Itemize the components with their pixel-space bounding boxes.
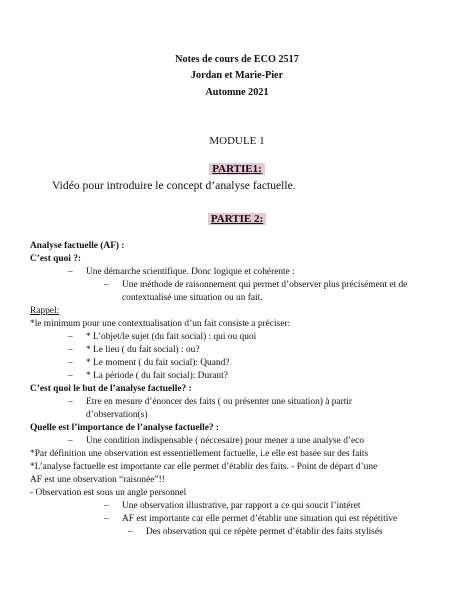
course-title: Notes de cours de ECO 2517 — [175, 54, 299, 65]
list-item: Une observation illustrative, par rapport a ce qui soucit l’intéret — [122, 501, 361, 511]
authors: Jordan et Marie-Pier — [190, 70, 284, 81]
af-title: Analyse factuelle (AF) : — [30, 241, 125, 251]
list-item: Etre en mesure d’énoncer des faits ( ou présenter une situation) à partir — [86, 397, 353, 407]
dash-bullet: – — [68, 436, 73, 446]
partie1-label: PARTIE1: — [209, 163, 265, 175]
dash-bullet: – — [68, 267, 73, 277]
cest-quoi: C’est quoi ?: — [30, 254, 82, 264]
list-item: Des observation qui ce répète permet d’établir des faits stylisés — [146, 527, 383, 537]
dash-bullet: – — [68, 345, 73, 355]
dash-bullet: – — [68, 358, 73, 368]
dash-bullet: – — [128, 527, 133, 537]
paragraph-line: *Par définition une observation est essentiellement factuelle, i.e elle est basée sur des faits — [30, 449, 369, 459]
term: Automne 2021 — [205, 87, 269, 98]
module-heading: MODULE 1 — [209, 135, 265, 147]
partie1-heading — [0, 163, 474, 176]
list-item: Une méthode de raisonnement qui permet d’observer plus précisément et de — [122, 280, 408, 290]
dash-bullet: – — [104, 514, 109, 524]
partie1-text: Vidéo pour introduire le concept d’analyse factuelle. — [52, 179, 296, 192]
list-item: Une condition indispensable ( néccesaire) pour mener a une analyse d’eco — [86, 436, 365, 446]
list-item-cont: d’observation(s) — [86, 410, 148, 420]
dash-bullet: – — [68, 332, 73, 342]
but-title: C’est quoi le but de l’analyse factuelle? : — [30, 384, 192, 394]
paragraph-line: *L’analyse factuelle est importante car elle permet d’établir des faits. - Point de départ d’une — [30, 462, 378, 472]
list-item: * Le moment ( du fait social): Quand? — [86, 358, 230, 368]
list-item: Une démarche scientifique. Donc logique et cohérente : — [86, 267, 295, 277]
dash-bullet: – — [104, 280, 109, 290]
list-item: * L’objet/le sujet (du fait social) : qui ou quoi — [86, 332, 257, 342]
importance-title: Quelle est l’importance de l’analyse factuelle? : — [30, 423, 220, 433]
partie2-label: PARTIE 2: — [208, 213, 266, 225]
dash-bullet: – — [68, 397, 73, 407]
dash-bullet: – — [68, 371, 73, 381]
list-item: AF est importante car elle permet d’établir une situation qui est répétitive — [122, 514, 398, 524]
paragraph-line: - Observation est sous un angle personnel — [30, 488, 187, 498]
list-item: * La période ( du fait social): Durant? — [86, 371, 228, 381]
list-item-cont: contextualisé une situation ou un fait. — [122, 293, 263, 303]
rappel-text: *le minimum pour une contextualisation d’un fait consiste a préciser: — [30, 319, 291, 329]
rappel-label: Rappel: — [30, 306, 60, 316]
list-item: * Le lieu ( du fait social) : ou? — [86, 345, 200, 355]
dash-bullet: – — [104, 501, 109, 511]
partie2-heading — [0, 213, 474, 226]
paragraph-line: AF est une observation “raisonée”!! — [30, 475, 165, 485]
